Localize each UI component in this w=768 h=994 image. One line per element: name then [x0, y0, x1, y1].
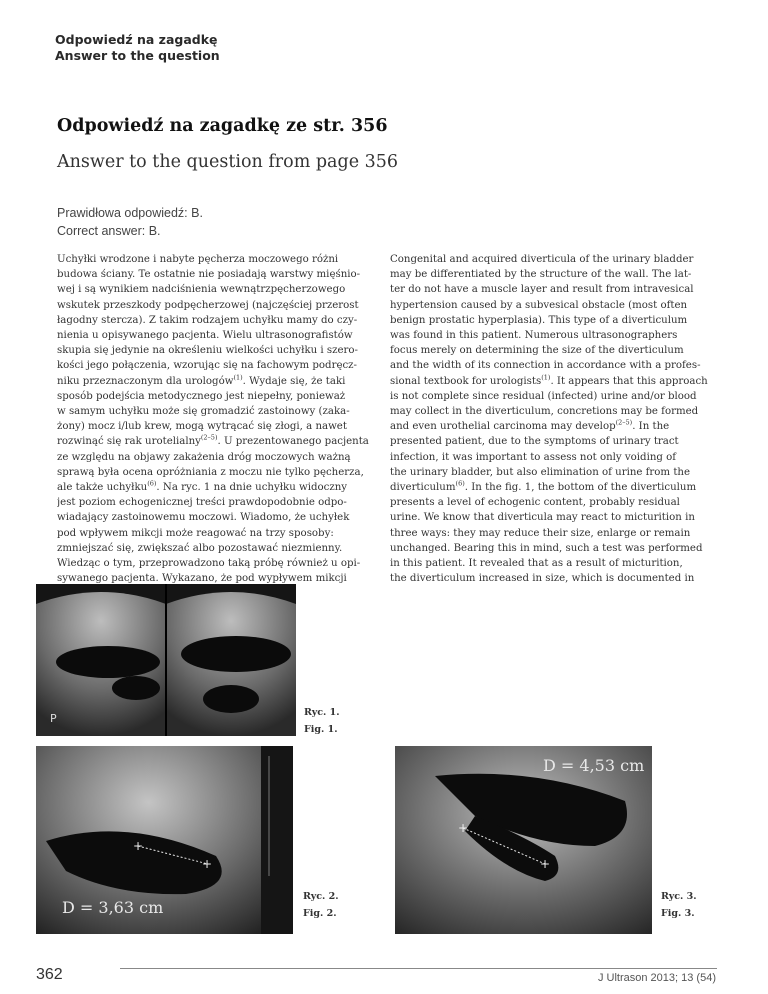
section-label: [55, 32, 220, 64]
body-line: budowa ściany. Te ostatnie nie posiadają warstwy mięśnio-: [57, 269, 361, 281]
figure-1-caption-en: Fig. 1.: [304, 724, 338, 735]
section-label-pl: Odpowiedź na zagadkę: [55, 32, 218, 47]
ultrasound-figure-1: [36, 584, 296, 736]
ultrasound-figure-2: [36, 746, 293, 934]
body-line: focus merely on determining the size of the diverticulum: [390, 345, 684, 357]
body-line: łagodny stercza). Z takim rodzajem uchyłku mamy do czy-: [57, 314, 358, 326]
body-line: ze względu na objawy zakażenia dróg moczowych ważną: [57, 451, 351, 463]
body-line: rozwinąć się rak urotelialny$^{(2-5)}$. U prezentowanego pacjenta: [57, 434, 369, 448]
body-line: presented patient, due to the symptoms of urinary tract: [390, 436, 679, 448]
page-number: 362: [36, 966, 63, 983]
body-line: żony) mocz i/lub krew, mogą wytrącać się złogi, a nawet: [57, 421, 347, 433]
body-line: skupia się jedynie na określeniu wielkości uchyłku i szero-: [57, 345, 358, 357]
body-line: sprawą była ocena opróżniania z moczu nie tylko pęcherza,: [57, 466, 364, 478]
body-line: wskutek przeszkody podpęcherzowej (najczęściej przerost: [57, 299, 359, 311]
body-line: ale także uchyłku$^{(6)}$. Na ryc. 1 na dnie uchyłku widoczny: [57, 480, 348, 494]
body-line: and the width of its connection in accordance with a profes-: [390, 360, 701, 372]
body-line: is not complete since residual (infected) urine and/or blood: [390, 390, 697, 402]
figure-1-caption: [304, 704, 340, 738]
figure-2-caption: [303, 888, 339, 922]
probe-marker: P: [50, 712, 57, 725]
article-title-pl: Odpowiedź na zagadkę ze str. 356: [57, 116, 388, 136]
figure-1-caption-pl: Ryc. 1.: [304, 707, 340, 718]
figure-3-caption: [661, 888, 697, 922]
body-line: sional textbook for urologists$^{(1)}$. It appears that this approach: [390, 373, 708, 387]
body-line: Uchyłki wrodzone i nabyte pęcherza moczowego różni: [57, 254, 339, 265]
journal-citation: J Ultrason 2013; 13 (54): [597, 972, 716, 984]
svg-text:+: +: [202, 857, 213, 871]
figure-2-caption-pl: Ryc. 2.: [303, 891, 339, 902]
body-text-pl: [57, 252, 378, 586]
body-line: kości jego połączenia, wzorując się na fachowym podręcz-: [57, 360, 357, 372]
body-line: nienia u opisywanego pacjenta. Wielu ultrasonografistów: [57, 330, 353, 342]
body-line: wej i są wynikiem nadciśnienia wewnątrzpęcherzowego: [57, 284, 346, 296]
footer-rule: [120, 968, 717, 969]
figure-3-caption-en: Fig. 3.: [661, 908, 695, 919]
body-line: the diverticulum increased in size, which is documented in: [390, 573, 695, 585]
svg-text:+: +: [540, 857, 551, 871]
body-line: urine. We know that diverticula may react to micturition in: [390, 512, 695, 524]
measurement-label-3: D = 4,53 cm: [543, 756, 645, 775]
body-line: unchanged. Bearing this in mind, such a test was performed: [390, 542, 703, 554]
body-line: zmniejszać się, zwiększać albo pozostawać niezmienny.: [57, 542, 343, 554]
body-line: sywanego pacjenta. Wykazano, że pod wypływem mikcji: [57, 573, 347, 585]
ultrasound-figure-3: [395, 746, 652, 934]
body-line: the urinary bladder, but also elimination of urine from the: [390, 466, 691, 478]
body-line: may be differentiated by the structure of the wall. The lat-: [390, 269, 692, 281]
body-line: ter do not have a muscle layer and result from intravesical: [390, 284, 694, 296]
body-line: Congenital and acquired diverticula of the urinary bladder: [390, 254, 694, 265]
correct-answer-en: Correct answer: B.: [57, 224, 161, 238]
body-line: benign prostatic hyperplasia). This type of a diverticulum: [390, 314, 688, 326]
body-line: and even urothelial carcinoma may develop$^{(2-5)}$. In the: [390, 419, 670, 433]
body-line: wiadający zastoinowemu moczowi. Wiadomo, że uchyłek: [57, 512, 350, 524]
body-line: may collect in the diverticulum, concretions may be formed: [390, 406, 699, 418]
ultrasound-image-1: [36, 584, 296, 736]
body-line: diverticulum$^{(6)}$. In the fig. 1, the bottom of the diverticulum: [390, 480, 697, 494]
article-title-en: Answer to the question from page 356: [57, 152, 399, 172]
body-line: pod wpływem mikcji może reagować na trzy sposoby:: [57, 527, 334, 539]
measurement-label-2: D = 3,63 cm: [62, 898, 164, 917]
body-text-en: [390, 252, 711, 586]
body-line: infection, it was important to assess not only voiding of: [390, 451, 677, 463]
section-label-en: Answer to the question: [55, 48, 220, 63]
body-line: w samym uchyłku może się gromadzić zastoinowy (zaka-: [57, 406, 350, 418]
body-line: presents a level of echogenic content, probably residual: [390, 497, 680, 509]
svg-text:+: +: [458, 821, 469, 835]
body-line: sposób podejścia metodycznego jest niepełny, ponieważ: [57, 390, 346, 402]
body-line: niku przeznaczonym dla urologów$^{(1)}$. Wydaje się, że taki: [57, 373, 346, 387]
body-line: was found in this patient. Numerous ultrasonographers: [390, 330, 678, 342]
correct-answer-pl: Prawidłowa odpowiedź: B.: [57, 206, 203, 220]
figure-3-caption-pl: Ryc. 3.: [661, 891, 697, 902]
body-line: three ways: they may reduce their size, enlarge or remain: [390, 527, 691, 539]
svg-text:+: +: [133, 839, 144, 853]
body-line: Wiedząc o tym, przeprowadzono taką próbę również u opi-: [57, 558, 361, 570]
body-line: hypertension caused by a subvesical obstacle (most often: [390, 299, 688, 311]
body-line: in this patient. It revealed that as a result of micturition,: [390, 558, 683, 570]
body-line: jest poziom echogenicznej treści prawdopodobnie odpo-: [57, 497, 347, 509]
figure-2-caption-en: Fig. 2.: [303, 908, 337, 919]
